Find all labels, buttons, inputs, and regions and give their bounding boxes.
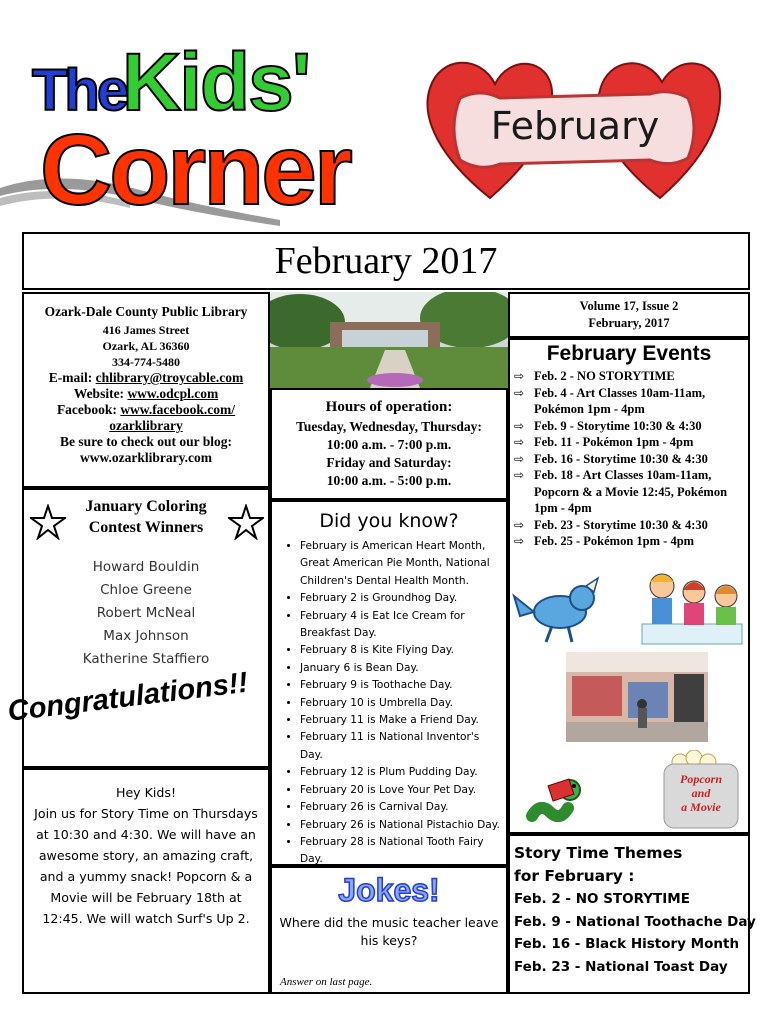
story-theme-item: Feb. 2 - NO STORYTIME	[514, 891, 690, 907]
arrow-icon: ⇨	[514, 468, 525, 482]
event-item: ⇨ Feb. 25 - Pokémon 1pm - 4pm	[514, 534, 695, 548]
hours-line: 10:00 a.m. - 7:00 p.m.	[326, 437, 452, 452]
volume-date: February, 2017	[588, 316, 670, 330]
fact-item: • February 26 is Carnival Day.	[300, 799, 504, 816]
did-you-know-box	[270, 500, 508, 866]
story-themes-title: Story Time Themes	[514, 844, 683, 862]
hours-title: Hours of operation:	[325, 399, 453, 415]
arrow-icon: ⇨	[514, 534, 525, 548]
fact-item: • February 11 is National Inventor's Day.	[300, 729, 504, 764]
library-photo	[270, 292, 508, 388]
fact-item: • February is American Heart Month, Great American Pie Month, National Children's Dental Health Month.	[300, 538, 504, 590]
pokemon-illustration	[512, 576, 612, 646]
fact-item: • February 10 is Umbrella Day.	[300, 695, 504, 712]
facebook-link-cont[interactable]: ozarklibrary	[109, 418, 183, 433]
volume-box	[508, 292, 750, 338]
arrow-icon: ⇨	[514, 385, 525, 400]
events-title: February Events	[546, 342, 712, 365]
jokes-box	[270, 866, 508, 994]
bookworm-illustration	[526, 766, 590, 828]
hours-line: Tuesday, Wednesday, Thursday:	[296, 419, 482, 434]
library-info	[22, 292, 270, 488]
story-theme-item: Feb. 23 - National Toast Day	[514, 958, 728, 975]
story-themes-title: for February :	[514, 867, 635, 885]
facebook-link[interactable]: www.facebook.com/	[120, 402, 236, 417]
website-link[interactable]: www.odcpl.com	[127, 386, 219, 401]
events-list	[514, 368, 748, 550]
fact-item: • January 6 is Bean Day.	[300, 660, 504, 677]
kids-illustration	[638, 568, 746, 650]
event-item: ⇨ Feb. 4 - Art Classes 10am-11am, Pokémon 1pm - 4pm	[514, 385, 706, 416]
winner-name: Max Johnson	[103, 628, 189, 644]
joke-answer-note: Answer on last page.	[280, 976, 373, 988]
hey-kids-greeting: Hey Kids!	[115, 785, 177, 800]
joke-question: Where did the music teacher leave his keys?	[279, 915, 499, 948]
fact-item: • February 8 is Kite Flying Day.	[300, 642, 504, 659]
event-item: ⇨ Feb. 9 - Storytime 10:30 & 4:30	[514, 418, 702, 433]
fact-item: • February 9 is Toothache Day.	[300, 677, 504, 694]
facts-list	[278, 538, 504, 869]
winner-name: Robert McNeal	[96, 605, 196, 621]
library-city: Ozark, AL 36360	[102, 339, 190, 353]
hours-line: Friday and Saturday:	[326, 455, 452, 470]
jokes-title: Jokes!	[338, 872, 440, 908]
contest-title: January Coloring Contest Winners	[85, 498, 207, 536]
page-title: February 2017	[22, 232, 750, 290]
logo-corner: Corner	[40, 114, 350, 226]
event-item: ⇨ Feb. 23 - Storytime 10:30 & 4:30	[514, 517, 708, 532]
hey-kids-box	[22, 768, 270, 994]
event-item: ⇨ Feb. 2 - NO STORYTIME	[514, 369, 675, 383]
arrow-icon: ⇨	[514, 435, 525, 449]
arrow-icon: ⇨	[514, 451, 525, 466]
arrow-icon: ⇨	[514, 369, 525, 383]
story-theme-item: Feb. 9 - National Toothache Day	[514, 913, 756, 930]
winner-name: Katherine Staffiero	[82, 651, 210, 667]
congratulations-text: Congratulations!!	[5, 666, 250, 728]
library-website-row: Website: www.odcpl.com	[73, 386, 219, 401]
event-item: ⇨ Feb. 18 - Art Classes 10am-11am, Popcorn & a Movie 12:45, Pokémon 1pm - 4pm	[514, 468, 728, 515]
email-link[interactable]: chlibrary@troycable.com	[95, 370, 244, 385]
popcorn-sign-text: Popcorn and a Movie	[680, 772, 722, 814]
arrow-icon: ⇨	[514, 517, 525, 532]
library-facebook-row: Facebook: www.facebook.com/	[56, 402, 236, 417]
event-item: ⇨ Feb. 11 - Pokémon 1pm - 4pm	[514, 435, 694, 449]
volume-issue: Volume 17, Issue 2	[579, 299, 679, 313]
library-street: 416 James Street	[102, 323, 190, 337]
banner-month-text: February	[490, 104, 660, 148]
logo-the: The	[32, 58, 127, 123]
hours-box	[270, 388, 508, 500]
winner-name: Howard Bouldin	[92, 559, 200, 575]
hey-kids-body: Join us for Story Time on Thursdays at 10:30 and 4:30. We will have an awesome story, an amazing craft, and a yummy snack! Popcorn & a Movie will be February 18th at 12:45. We will watch Surf's Up 2.	[34, 806, 258, 926]
logo-kids: Kids'	[122, 37, 310, 128]
fact-item: • February 11 is Make a Friend Day.	[300, 712, 504, 729]
fact-item: • February 28 is National Tooth Fairy Day.	[300, 834, 504, 869]
winner-name: Chloe Greene	[100, 582, 192, 598]
fact-item: • February 12 is Plum Pudding Day.	[300, 764, 504, 781]
arrow-icon: ⇨	[514, 418, 525, 433]
contest-box	[22, 488, 270, 768]
library-email-row: E-mail: chlibrary@troycable.com	[48, 370, 244, 385]
fact-item: • February 20 is Love Your Pet Day.	[300, 782, 504, 799]
blog-url[interactable]: www.ozarklibrary.com	[80, 450, 212, 465]
events-box	[508, 338, 750, 834]
story-themes-box	[508, 834, 756, 994]
winners-list	[24, 556, 268, 671]
fact-item: • February 26 is National Pistachio Day.	[300, 817, 504, 834]
did-you-know-title: Did you know?	[319, 510, 459, 532]
hours-line: 10:00 a.m. - 5:00 p.m.	[326, 473, 452, 488]
library-name: Ozark-Dale County Public Library	[44, 304, 248, 319]
fact-item: • February 4 is Eat Ice Cream for Breakfast Day.	[300, 608, 504, 643]
story-theme-item: Feb. 16 - Black History Month	[514, 936, 740, 952]
fact-item: • February 2 is Groundhog Day.	[300, 590, 504, 607]
event-item: ⇨ Feb. 16 - Storytime 10:30 & 4:30	[514, 451, 708, 466]
library-interior-photo	[566, 652, 708, 742]
library-phone: 334-774-5480	[112, 355, 180, 369]
blog-prompt: Be sure to check out our blog:	[60, 434, 232, 449]
